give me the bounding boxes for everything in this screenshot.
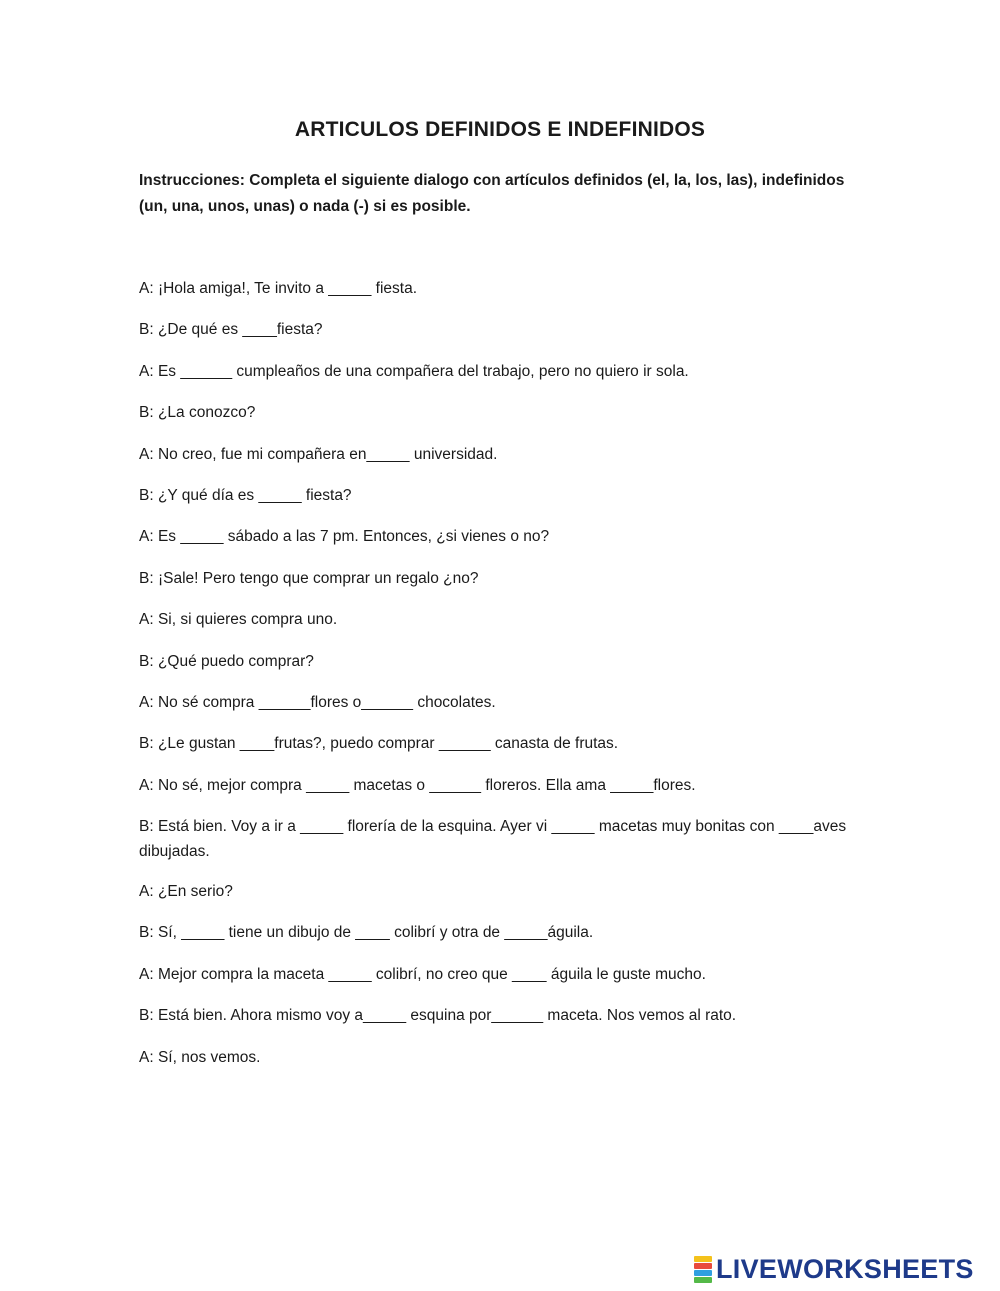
dialogue-line: A: No sé, mejor compra _____ macetas o ______ floreros. Ella ama _____flores. xyxy=(139,776,696,794)
dialogue-line: A: No sé compra ______flores o______ chocolates. xyxy=(139,693,496,711)
dialogue-line: B: ¡Sale! Pero tengo que comprar un regalo ¿no? xyxy=(139,569,479,587)
logo-bar-3 xyxy=(694,1270,712,1276)
logo-bar-2 xyxy=(694,1263,712,1269)
liveworksheets-logo-text: LIVEWORKSHEETS xyxy=(716,1253,974,1284)
dialogue-line: A: Mejor compra la maceta _____ colibrí, no creo que ____ águila le guste mucho. xyxy=(139,965,706,983)
dialogue-line: A: Es _____ sábado a las 7 pm. Entonces, ¿si vienes o no? xyxy=(139,528,550,546)
liveworksheets-logo-icon xyxy=(694,1255,712,1283)
dialogue-line: B: ¿Le gustan ____frutas?, puedo comprar ______ canasta de frutas. xyxy=(139,735,619,753)
logo-bar-4 xyxy=(694,1277,712,1283)
dialogue-line: B: ¿Y qué día es _____ fiesta? xyxy=(139,486,352,504)
dialogue-list xyxy=(139,276,859,1086)
dialogue-line: B: ¿Qué puedo comprar? xyxy=(139,652,314,670)
instructions-text: Instrucciones: Completa el siguiente dialogo con artículos definidos (el, la, los, las), indefinidos (un, una, unos, unas) o nada (-) si es posible. xyxy=(139,172,845,215)
dialogue-line: B: Sí, _____ tiene un dibujo de ____ colibrí y otra de _____águila. xyxy=(139,924,594,942)
dialogue-line: A: Si, si quieres compra uno. xyxy=(139,611,338,629)
dialogue-line: A: No creo, fue mi compañera en_____ universidad. xyxy=(139,445,498,463)
dialogue-line: A: Sí, nos vemos. xyxy=(139,1048,261,1066)
dialogue-line: A: ¡Hola amiga!, Te invito a _____ fiesta. xyxy=(139,280,418,297)
dialogue-line: B: Está bien. Ahora mismo voy a_____ esquina por______ maceta. Nos vemos al rato. xyxy=(139,1007,737,1025)
logo-bar-1 xyxy=(694,1256,712,1262)
dialogue-line: A: ¿En serio? xyxy=(139,883,233,901)
liveworksheets-logo xyxy=(694,1254,974,1284)
dialogue-line: B: Está bien. Voy a ir a _____ florería de la esquina. Ayer vi _____ macetas muy bonitas con ____aves dibujadas. xyxy=(139,818,847,861)
dialogue-line: B: ¿La conozco? xyxy=(139,404,256,422)
dialogue-line: A: Es ______ cumpleaños de una compañera del trabajo, pero no quiero ir sola. xyxy=(139,362,689,380)
worksheet-title: ARTICULOS DEFINIDOS E INDEFINIDOS xyxy=(294,118,706,141)
dialogue-line: B: ¿De qué es ____fiesta? xyxy=(139,321,323,339)
